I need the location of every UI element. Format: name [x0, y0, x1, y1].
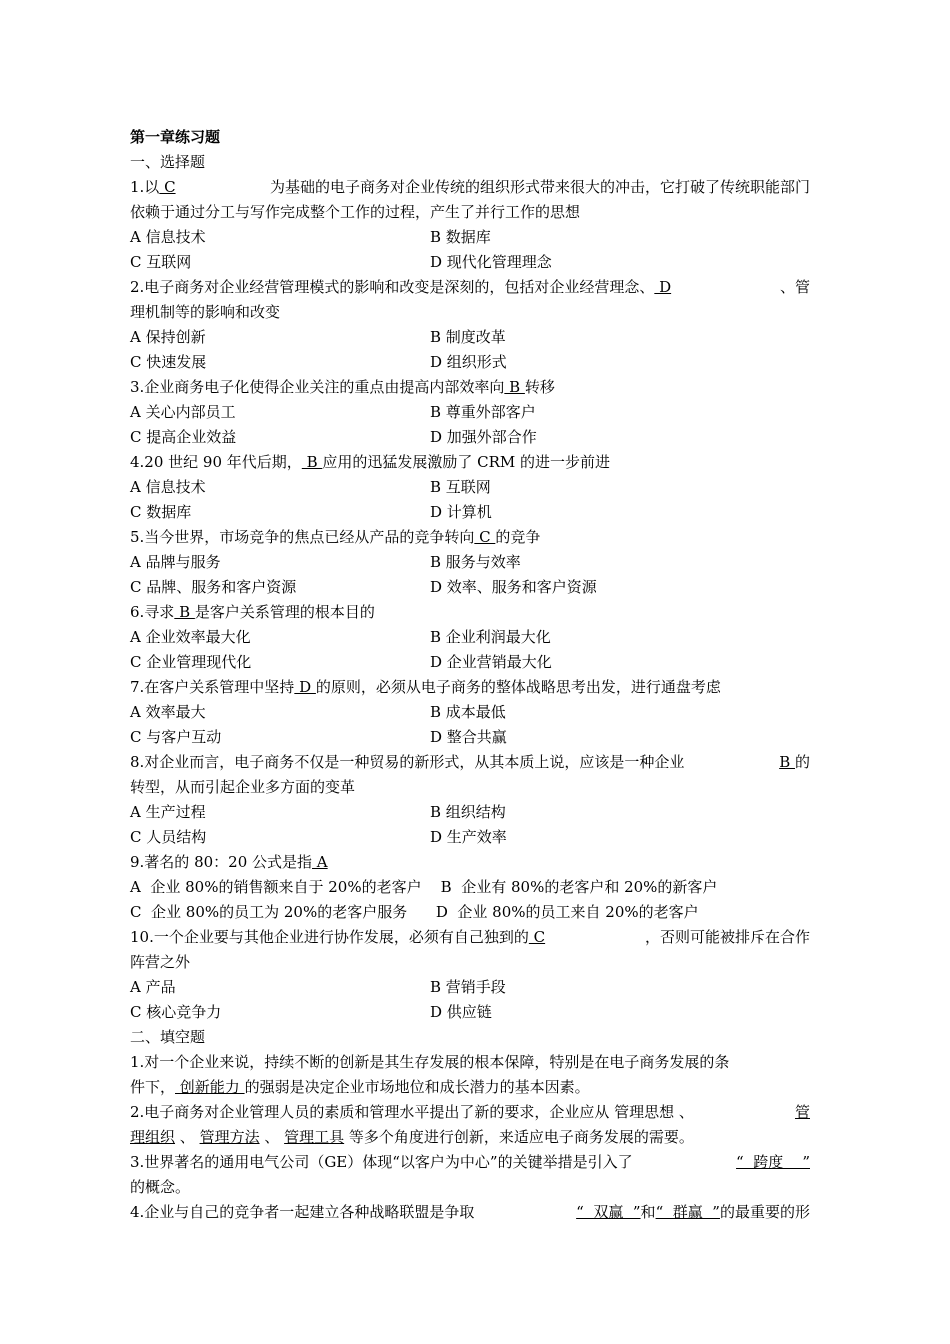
answer-blank: 创新能力 [175, 1078, 245, 1096]
question-5-stem: 5.当今世界，市场竞争的焦点已经从产品的竞争转向 C 的竞争 [130, 528, 541, 546]
fill-3-line-2: 的概念。 [130, 1178, 191, 1196]
question-3-options-cd: C 提高企业效益 D 加强外部合作 [130, 428, 537, 446]
question-10-stem: 10.一个企业要与其他企业进行协作发展，必须有自己独到的 C ，否则可能被排斥在合作 [130, 928, 810, 946]
question-4-options-cd: C 数据库 D 计算机 [130, 503, 492, 521]
question-8-stem: 8.对企业而言，电子商务不仅是一种贸易的新形式，从其本质上说，应该是一种企业 B 的 [130, 753, 810, 771]
answer-blank: “ 群赢 ” [655, 1203, 720, 1221]
answer-blank: B [174, 603, 195, 621]
question-2-stem: 2.电子商务对企业经营管理模式的影响和改变是深刻的，包括对企业经营理念、 D 、管 [130, 278, 810, 296]
answer-blank: 管理工具 [284, 1128, 345, 1146]
chapter-title: 第一章练习题 [130, 128, 221, 146]
question-9-options-ab: A 企业 80%的销售额来自于 20%的老客户 B 企业有 80%的老客户和 20%的新客户 [130, 878, 718, 896]
exercise-document [130, 125, 810, 1225]
fill-3-line-1: 3.世界著名的通用电气公司（GE）体现“以客户为中心”的关键举措是引入了 “ 跨度 ” [130, 1150, 810, 1175]
fill-1-line-1: 1.对一个企业来说，持续不断的创新是其生存发展的根本保障，特别是在电子商务发展的条 [130, 1053, 730, 1071]
question-7-stem: 7.在客户关系管理中坚持 D 的原则，必须从电子商务的整体战略思考出发，进行通盘考虑 [130, 678, 721, 696]
fill-2-line-2: 理组织 、 管理方法 、 管理工具 等多个角度进行创新，来适应电子商务发展的需要。 [130, 1128, 694, 1146]
question-9-stem: 9.著名的 80：20 公式是指 A [130, 853, 328, 871]
answer-blank: C [159, 178, 176, 196]
question-10-options-ab: A 产品 B 营销手段 [130, 978, 506, 996]
answer-blank: C [528, 928, 546, 946]
question-2-options-ab: A 保持创新 B 制度改革 [130, 328, 506, 346]
question-3-options-ab: A 关心内部员工 B 尊重外部客户 [130, 403, 536, 421]
fill-1-line-2: 件下， 创新能力 的强弱是决定企业市场地位和成长潜力的基本因素。 [130, 1078, 590, 1096]
answer-blank: B [504, 378, 525, 396]
question-6-options-cd: C 企业管理现代化 D 企业营销最大化 [130, 653, 552, 671]
question-10-stem-cont: 阵营之外 [130, 953, 191, 971]
question-7-options-cd: C 与客户互动 D 整合共赢 [130, 728, 507, 746]
question-1-stem: 1.以 C 为基础的电子商务对企业传统的组织形式带来很大的冲击，它打破了传统职能部门 [130, 178, 810, 196]
question-5-options-cd: C 品牌、服务和客户资源 D 效率、服务和客户资源 [130, 578, 597, 596]
question-3-stem: 3.企业商务电子化使得企业关注的重点由提高内部效率向 B 转移 [130, 378, 555, 396]
question-8-options-ab: A 生产过程 B 组织结构 [130, 803, 506, 821]
answer-blank: C [474, 528, 496, 546]
answer-blank: “ 双赢 ” [576, 1203, 641, 1221]
answer-blank: 理组织 [130, 1128, 176, 1146]
fill-2-line-1: 2.电子商务对企业管理人员的素质和管理水平提出了新的要求，企业应从 管理思想 、 管 [130, 1100, 810, 1125]
answer-blank: D [654, 278, 672, 296]
question-1-options-ab: A 信息技术 B 数据库 [130, 228, 491, 246]
question-1-options-cd: C 互联网 D 现代化管理理念 [130, 253, 552, 271]
question-2-stem-cont: 理机制等的影响和改变 [130, 303, 281, 321]
answer-blank: B [301, 453, 323, 471]
section-fill-heading: 二、填空题 [130, 1028, 206, 1046]
question-1-stem-cont: 依赖于通过分工与写作完成整个工作的过程，产生了并行工作的思想 [130, 203, 581, 221]
question-6-options-ab: A 企业效率最大化 B 企业利润最大化 [130, 628, 551, 646]
question-7-options-ab: A 效率最大 B 成本最低 [130, 703, 506, 721]
question-4-stem: 4.20 世纪 90 年代后期， B 应用的迅猛发展激励了 CRM 的进一步前进 [130, 453, 611, 471]
question-2-options-cd: C 快速发展 D 组织形式 [130, 353, 507, 371]
answer-blank: 管理方法 [199, 1128, 260, 1146]
answer-blank: B [779, 753, 795, 771]
question-5-options-ab: A 品牌与服务 B 服务与效率 [130, 553, 521, 571]
section-choice-heading: 一、选择题 [130, 153, 206, 171]
question-8-options-cd: C 人员结构 D 生产效率 [130, 828, 507, 846]
question-10-options-cd: C 核心竞争力 D 供应链 [130, 1003, 492, 1021]
question-9-options-cd: C 企业 80%的员工为 20%的老客户服务 D 企业 80%的员工来自 20%的老客户 [130, 903, 699, 921]
question-6-stem: 6.寻求 B 是客户关系管理的根本目的 [130, 603, 375, 621]
answer-blank: 管 [794, 1103, 810, 1121]
question-4-options-ab: A 信息技术 B 互联网 [130, 478, 491, 496]
fill-4-line-1: 4.企业与自己的竞争者一起建立各种战略联盟是争取 “ 双赢 ”和“ 群赢 ”的最重要的形 [130, 1203, 810, 1221]
question-8-stem-cont: 转型，从而引起企业多方面的变革 [130, 778, 356, 796]
answer-blank: A [312, 853, 328, 871]
answer-blank: “ 跨度 ” [736, 1153, 810, 1171]
answer-blank: D [294, 678, 316, 696]
